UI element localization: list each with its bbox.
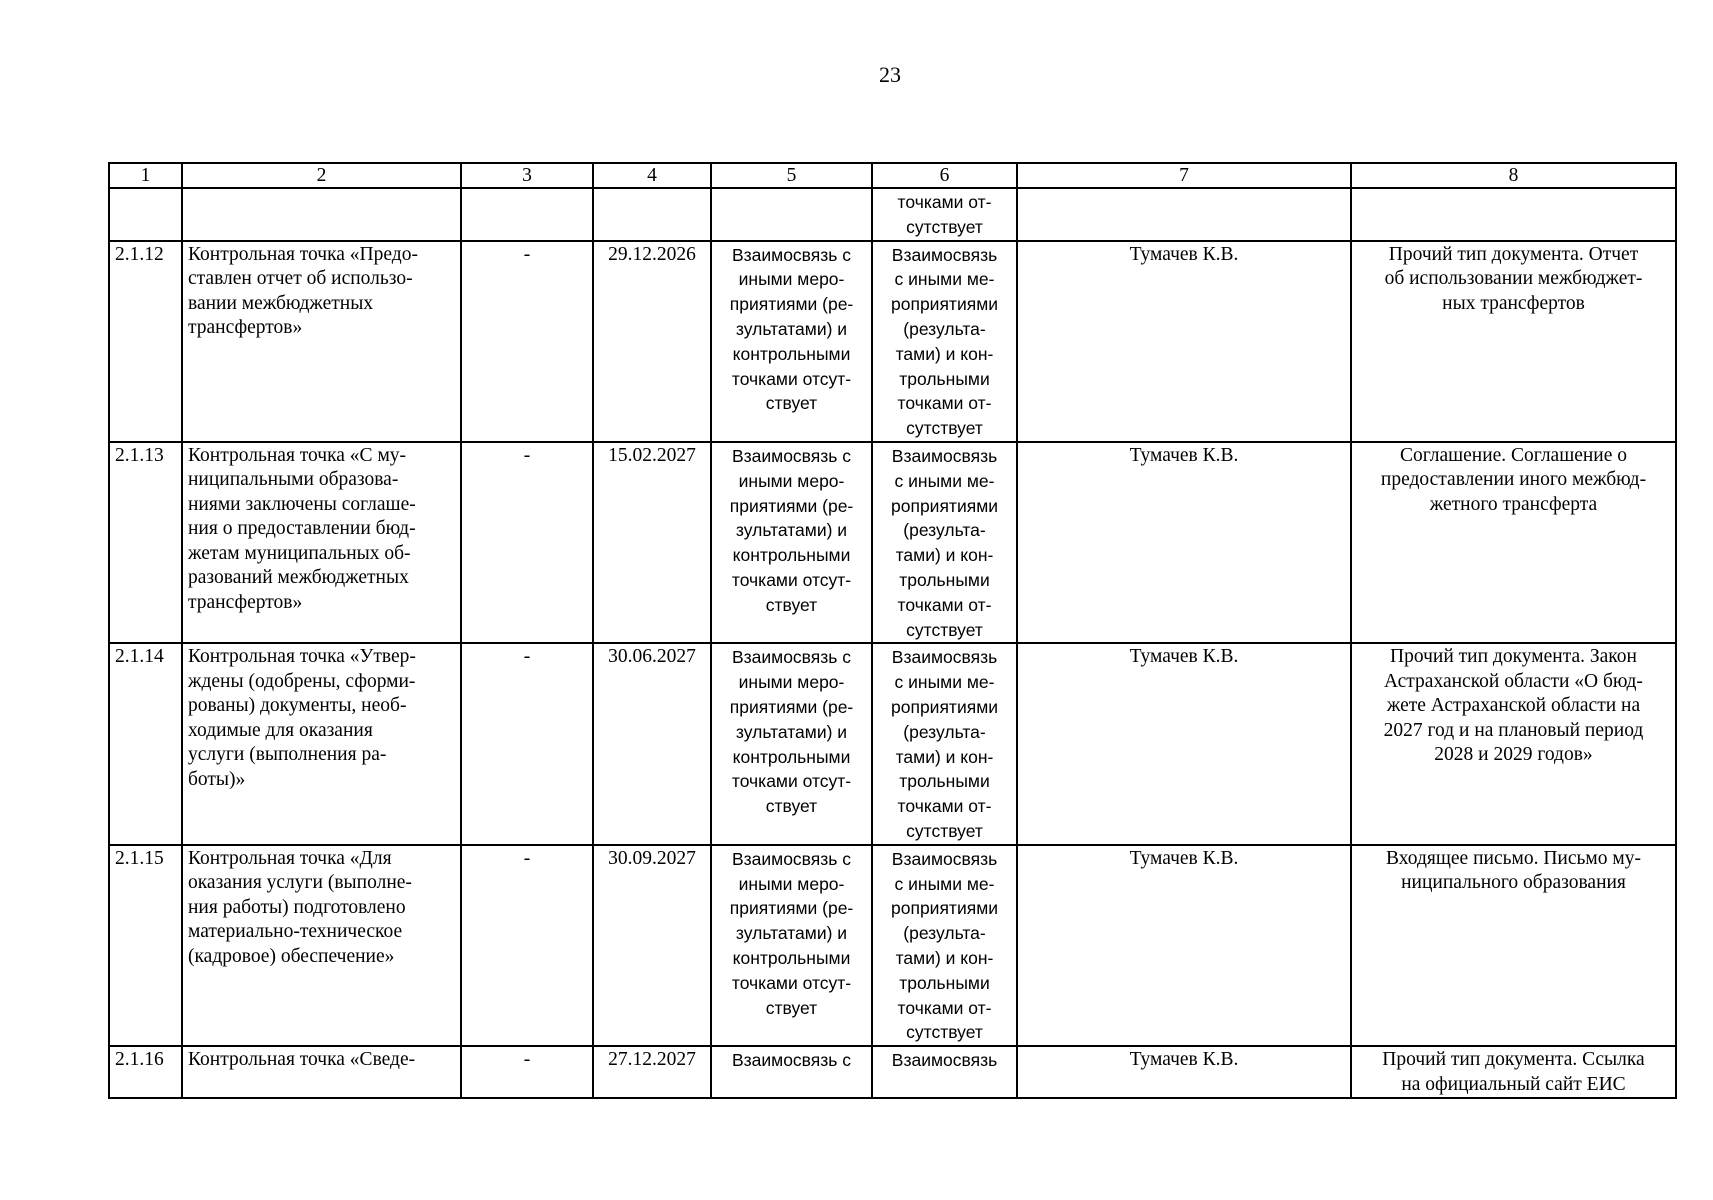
cell-date: 27.12.2027	[593, 1046, 711, 1098]
cell-number: 2.1.15	[109, 845, 182, 1046]
table-row	[109, 241, 1676, 442]
control-points-table	[108, 162, 1677, 1099]
cell-relations-activities: Взаимосвязь с иными меро- приятиями (ре- зультатами) и контрольными точками отсут- ствует	[711, 643, 872, 844]
cell-empty	[1351, 188, 1676, 241]
table-row	[109, 442, 1676, 643]
cell-col3: -	[461, 845, 593, 1046]
cell-description: Контрольная точка «Утвер- ждены (одобрены, сформи- рованы) документы, необ- ходимые для оказания услуги (выполнения ра- боты)»	[182, 643, 461, 844]
cell-description: Контрольная точка «Сведе-	[182, 1046, 461, 1098]
cell-col3: -	[461, 1046, 593, 1098]
page-number: 23	[879, 62, 901, 87]
cell-relations-activities: Взаимосвязь с иными меро- приятиями (ре- зультатами) и контрольными точками отсут- ствует	[711, 845, 872, 1046]
table-row	[109, 1046, 1676, 1098]
cell-relations-activities: Взаимосвязь с иными меро- приятиями (ре- зультатами) и контрольными точками отсут- ствует	[711, 442, 872, 643]
cell-document: Прочий тип документа. Отчет об использовании межбюджет- ных трансфертов	[1351, 241, 1676, 442]
cell-responsible-person: Тумачев К.В.	[1017, 241, 1351, 442]
cell-document: Соглашение. Соглашение о предоставлении иного межбюд- жетного трансферта	[1351, 442, 1676, 643]
table-row	[109, 845, 1676, 1046]
column-header: 4	[593, 163, 711, 188]
cell-responsible-person: Тумачев К.В.	[1017, 845, 1351, 1046]
column-header: 5	[711, 163, 872, 188]
cell-number: 2.1.14	[109, 643, 182, 844]
table-row	[109, 643, 1676, 844]
cell-empty	[711, 188, 872, 241]
cell-relations-results: Взаимосвязь	[872, 1046, 1017, 1098]
cell-number: 2.1.16	[109, 1046, 182, 1098]
cell-relations-activities: Взаимосвязь с	[711, 1046, 872, 1098]
cell-relations-results: Взаимосвязь с иными ме- роприятиями (результа- тами) и кон- трольными точками от- сутствует	[872, 442, 1017, 643]
cell-empty	[109, 188, 182, 241]
column-header: 2	[182, 163, 461, 188]
cell-description: Контрольная точка «Для оказания услуги (выполне- ния работы) подготовлено материально-техническое (кадровое) обеспечение»	[182, 845, 461, 1046]
cell-empty	[593, 188, 711, 241]
cell-document: Прочий тип документа. Закон Астраханской области «О бюд- жете Астраханской области на 2027 год и на плановый период 2028 и 2029 годов»	[1351, 643, 1676, 844]
cell-relations-results: Взаимосвязь с иными ме- роприятиями (результа- тами) и кон- трольными точками от- сутствует	[872, 845, 1017, 1046]
column-numbers-row	[109, 163, 1676, 188]
column-header: 1	[109, 163, 182, 188]
continuation-row	[109, 188, 1676, 241]
cell-responsible-person: Тумачев К.В.	[1017, 442, 1351, 643]
cell-relations-results: Взаимосвязь с иными ме- роприятиями (результа- тами) и кон- трольными точками от- сутствует	[872, 643, 1017, 844]
cell-document: Входящее письмо. Письмо му- ниципального образования	[1351, 845, 1676, 1046]
cell-empty	[182, 188, 461, 241]
cell-relations-activities: Взаимосвязь с иными меро- приятиями (ре- зультатами) и контрольными точками отсут- ствует	[711, 241, 872, 442]
cell-description: Контрольная точка «С му- ниципальными образова- ниями заключены соглаше- ния о предоставлении бюд- жетам муниципальных об- разований межбюджетных трансфертов»	[182, 442, 461, 643]
cell-date: 29.12.2026	[593, 241, 711, 442]
column-header: 7	[1017, 163, 1351, 188]
cell-relations-results: Взаимосвязь с иными ме- роприятиями (результа- тами) и кон- трольными точками от- сутствует	[872, 241, 1017, 442]
cell-document: Прочий тип документа. Ссылка на официальный сайт ЕИС	[1351, 1046, 1676, 1098]
cell-date: 30.09.2027	[593, 845, 711, 1046]
cell-description: Контрольная точка «Предо- ставлен отчет об использо- вании межбюджетных трансфертов»	[182, 241, 461, 442]
cell-col3: -	[461, 643, 593, 844]
cell-col3: -	[461, 442, 593, 643]
cell-empty	[1017, 188, 1351, 241]
cell-responsible-person: Тумачев К.В.	[1017, 1046, 1351, 1098]
column-header: 3	[461, 163, 593, 188]
column-header: 8	[1351, 163, 1676, 188]
cell-date: 15.02.2027	[593, 442, 711, 643]
cell-responsible-person: Тумачев К.В.	[1017, 643, 1351, 844]
cell-relations-results: точками от- сутствует	[872, 188, 1017, 241]
cell-empty	[461, 188, 593, 241]
cell-number: 2.1.12	[109, 241, 182, 442]
column-header: 6	[872, 163, 1017, 188]
cell-col3: -	[461, 241, 593, 442]
cell-number: 2.1.13	[109, 442, 182, 643]
cell-date: 30.06.2027	[593, 643, 711, 844]
